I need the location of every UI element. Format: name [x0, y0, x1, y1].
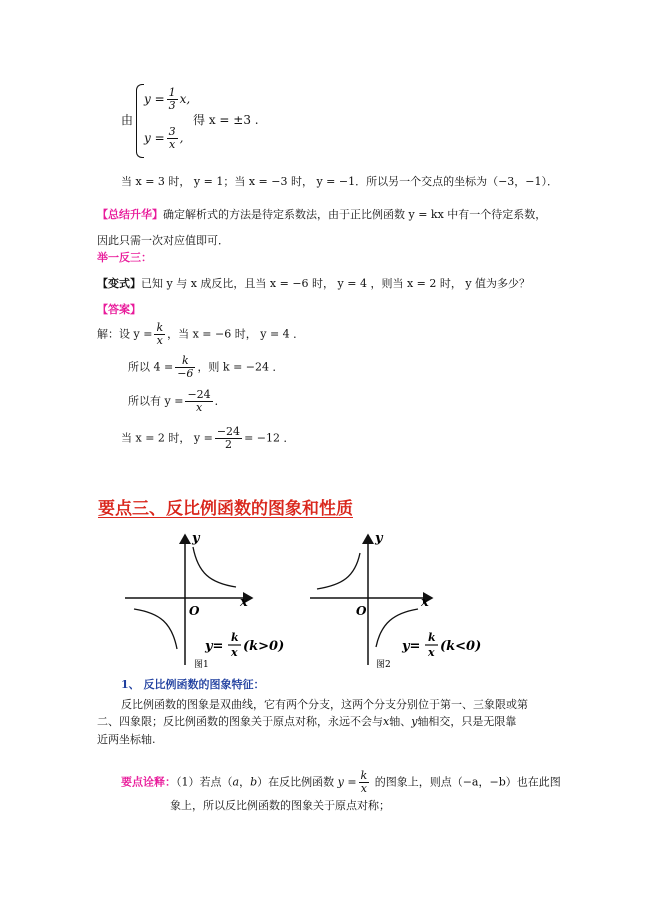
feature-p1: 反比例函数的图象是双曲线，它有两个分支，这两个分支分别位于第一、三象限或第: [121, 698, 528, 711]
summary-line-1: 【总结升华】确定解析式的方法是待定系数法，由于正比例函数 y = kx 中有一个待定系数，: [97, 208, 547, 221]
note-line-1: 要点诠释：（1）若点（a，b）在反比例函数 y = $\frac{k}{x}$ 的图象上，则点（−a，−b）也在此图: [121, 769, 561, 795]
system-result: 得 x = ±3 .: [193, 113, 259, 127]
feature-p3: 近两坐标轴.: [97, 733, 156, 746]
fig2-formula-num: k: [428, 631, 436, 644]
feature-p2: 二、四象限；反比例函数的图象关于原点对称，永远不会与x轴、y轴相交，只是无限靠: [97, 715, 517, 728]
fig2-formula-cond: (k<0): [440, 639, 482, 654]
fig2-formula-pre: y=: [402, 639, 421, 654]
juyi-heading: 举一反三：: [97, 251, 152, 264]
note-tag: 要点诠释：: [121, 775, 176, 789]
fig2-branch-q2: [317, 553, 360, 589]
system-eq1: y = $\frac{1}{3}$ x,: [144, 86, 191, 112]
answer-tag: 【答案】: [97, 303, 141, 316]
intersection-line: 当 x = 3 时， y = 1；当 x = −3 时， y = −1．所以另一个交点的坐标为（−3，−1）．: [121, 175, 559, 188]
fig2-y-label: y: [375, 531, 383, 546]
feature-heading: 1、 反比例函数的图象特征：: [121, 678, 265, 691]
variant-line: 【变式】已知 y 与 x 成反比，且当 x = −6 时， y = 4 ，则当 x = 2 时， y 值为多少？: [97, 277, 531, 290]
fig1-formula-cond: (k>0): [243, 639, 285, 654]
summary-tag: 【总结升华】: [97, 208, 163, 221]
fig1-formula-num: k: [231, 631, 239, 644]
system-eq2: y = $\frac{3}{x}$ ,: [144, 125, 184, 151]
system-brace: [136, 84, 144, 158]
fig1-y-label: y: [192, 531, 200, 546]
system-intro: 由: [121, 113, 134, 127]
hyperbola-figures: [110, 525, 530, 675]
fig1-formula-den: x: [231, 646, 238, 659]
fig2-origin: O: [356, 604, 367, 618]
figure-2: [310, 531, 481, 670]
figure-1: [125, 531, 284, 670]
fig1-origin: O: [189, 604, 200, 618]
solution-line-4: 当 x = 2 时， y = $\frac{-24}{2}$ = −12 ．: [121, 425, 295, 451]
fig2-label: 图2: [376, 660, 391, 670]
fig2-x-label: x: [421, 595, 429, 610]
fig1-x-label: x: [240, 595, 248, 610]
fig1-branch-q3: [134, 609, 177, 649]
solution-line-2: 所以 4 = $\frac{k}{-6}$ ，则 k = −24 ．: [128, 354, 284, 380]
fig2-formula-den: x: [428, 646, 435, 659]
solution-line-3: 所以有 y = $\frac{-24}{x}$ ．: [128, 388, 226, 414]
section-title: 要点三、反比例函数的图象和性质: [98, 499, 353, 519]
fig1-branch-q1: [193, 547, 236, 587]
solution-line-1: 解：设 y = $\frac{k}{x}$ ，当 x = −6 时， y = 4 ．: [97, 321, 305, 347]
fig1-formula-pre: y=: [205, 639, 224, 654]
fig1-label: 图1: [194, 660, 209, 670]
summary-line-2: 因此只需一次对应值即可．: [97, 234, 229, 247]
note-line-2: 象上，所以反比例函数的图象关于原点对称；: [170, 799, 390, 812]
